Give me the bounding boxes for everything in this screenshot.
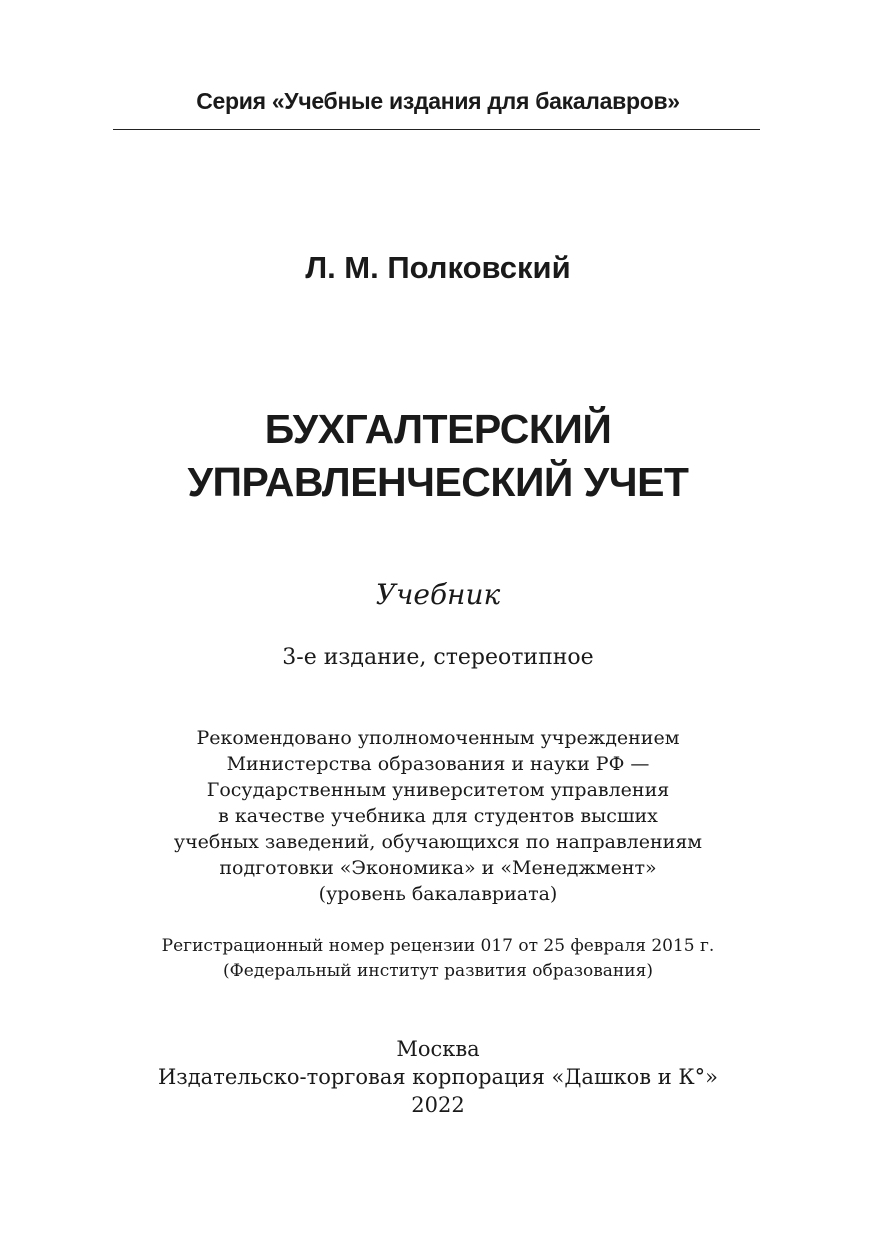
- recommendation-line: в качестве учебника для студентов высших: [218, 805, 658, 827]
- recommendation-line: (уровень бакалавриата): [318, 883, 558, 905]
- registration-block: [0, 934, 876, 984]
- book-title-line-2: УПРАВЛЕНЧЕСКИЙ УЧЕТ: [187, 459, 689, 505]
- book-type: Учебник: [375, 578, 501, 611]
- recommendation-line: Рекомендовано уполномоченным учреждением: [196, 727, 680, 749]
- recommendation-line: Министерства образования и науки РФ —: [226, 753, 650, 775]
- edition-info: 3-е издание, стереотипное: [282, 645, 594, 670]
- imprint-block: [0, 1035, 876, 1119]
- header-divider: [113, 129, 760, 130]
- imprint-city: Москва: [396, 1037, 480, 1061]
- recommendation-line: Государственным университетом управления: [206, 779, 670, 801]
- registration-line: Регистрационный номер рецензии 017 от 25 февраля 2015 г.: [161, 936, 715, 956]
- author-name: Л. М. Полковский: [305, 250, 571, 285]
- series-title: Серия «Учебные издания для бакалавров»: [196, 88, 680, 114]
- book-title-line-1: БУХГАЛТЕРСКИЙ: [264, 406, 612, 452]
- imprint-publisher: Издательско-торговая корпорация «Дашков и К°»: [157, 1065, 719, 1089]
- recommendation-block: [0, 725, 876, 907]
- recommendation-line: учебных заведений, обучающихся по направлениям: [173, 831, 703, 853]
- registration-line: (Федеральный институт развития образования): [223, 961, 653, 981]
- recommendation-line: подготовки «Экономика» и «Менеджмент»: [219, 857, 657, 879]
- imprint-year: 2022: [411, 1093, 465, 1117]
- book-title: [0, 403, 876, 509]
